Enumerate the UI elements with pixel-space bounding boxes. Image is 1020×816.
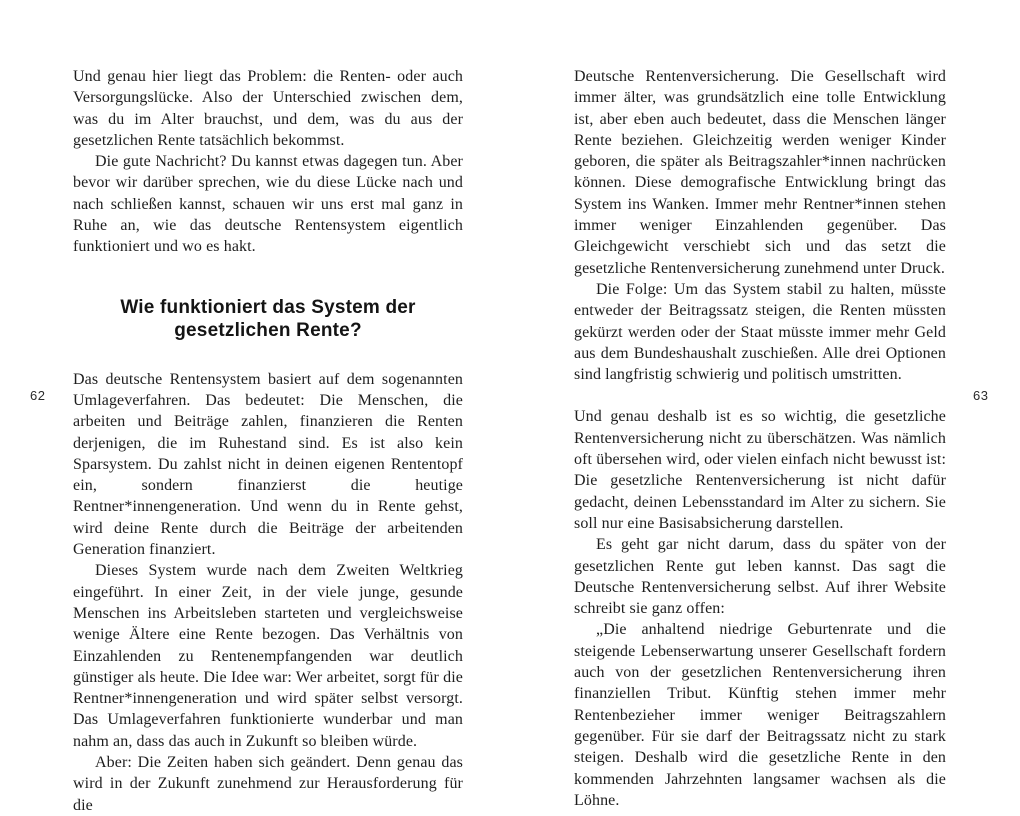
paragraph: Aber: Die Zeiten haben sich geändert. Denn genau das wird in der Zukunft zunehmend zur Herausforderung für die (73, 754, 463, 814)
paragraph: Das deutsche Rentensystem basiert auf dem sogenannten Umlageverfahren. Das bedeutet: Die Menschen, die arbeiten und Beiträge zahlen, finanzieren die Renten derjenigen, die im Ruhestand sind. Es ist also kein Sparsystem. Du zahlst nicht in deinen eigenen Rententopf ein, sondern finanzierst die heutige Rentner*innengeneration. Und wenn du in Rente gehst, wird deine Rente durch die Beiträge der arbeitenden Generation finanziert. (73, 370, 463, 559)
left-page-text-column (73, 66, 463, 816)
paragraph: Die gute Nachricht? Du kannst etwas dagegen tun. Aber bevor wir darüber sprechen, wie du diese Lücke nach und nach schließen kannst, schauen wir uns erst mal ganz in Ruhe an, wie das deutsche Rentensystem eigentlich funktioniert und wo es hakt. (73, 153, 463, 256)
right-page-text-column (574, 66, 946, 811)
paragraph: Deutsche Rentenversicherung. Die Gesellschaft wird immer älter, was grundsätzlich eine tolle Entwicklung ist, aber eben auch bedeutet, dass die Menschen länger Rente beziehen. Gleichzeitig werden weniger Kinder geboren, die später als Beitragszahler*innen nachrücken können. Diese demografische Entwicklung bringt das System ins Wanken. Immer mehr Rentner*innen stehen immer weniger Einzahlenden gegenüber. Das Gleichgewicht verschiebt sich und das setzt die gesetzliche Rentenversicherung zunehmend unter Druck. (574, 68, 946, 277)
page-number-right: 63 (973, 388, 989, 403)
quote-paragraph: „Die anhaltend niedrige Geburtenrate und die steigende Lebenserwartung unserer Gesellschaft fordern auch von der gesetzlichen Rentenversicherung ihren finanziellen Tribut. Künftig stehen immer mehr Rentenbezieher immer weniger Beitragszahlern gegenüber. Für sie darf der Beitragssatz nicht zu stark steigen. Deshalb wird die gesetzliche Rente in den kommenden Jahrzehnten langsamer wachsen als die Löhne. (574, 621, 946, 809)
page-number-left: 62 (30, 388, 46, 403)
paragraph: Und genau hier liegt das Problem: die Renten- oder auch Versorgungslücke. Also der Unterschied zwischen dem, was du im Alter brauchst, und dem, was du aus der gesetzlichen Rente tatsächlich bekommst. (73, 68, 463, 149)
paragraph: Dieses System wurde nach dem Zweiten Weltkrieg eingeführt. In einer Zeit, in der viele junge, gesunde Menschen ins Arbeitsleben starteten und vergleichsweise wenige Ältere eine Rente bezogen. Das Verhältnis von Einzahlenden zu Rentenempfangenden war deutlich günstiger als heute. Die Idee war: Wer arbeitet, sorgt für die Rentner*innengeneration und wird später selbst versorgt. Das Umlageverfahren funktionierte wunderbar und man nahm an, dass das auch in Zukunft so bleiben würde. (73, 562, 463, 750)
section-heading: Wie funktioniert das System der gesetzlichen Rente? (120, 296, 416, 342)
paragraph: Die Folge: Um das System stabil zu halten, müsste entweder der Beitragssatz steigen, die Renten müssten gekürzt werden oder der Staat müsste immer mehr Geld aus dem Bundeshaushalt zuschießen. Alle drei Optionen sind langfristig schwierig und politisch umstritten. (574, 280, 946, 384)
paragraph: Und genau deshalb ist es so wichtig, die gesetzliche Rentenversicherung nicht zu überschätzen. Was nämlich oft übersehen wird, oder vielen einfach nicht bewusst ist: Die gesetzliche Rentenversicherung ist nicht dafür gedacht, deinen Lebensstandard im Alter zu sichern. Sie soll nur eine Basisabsicherung darstellen. (574, 408, 946, 532)
paragraph: Es geht gar nicht darum, dass du später von der gesetzlichen Rente gut leben kannst. Das sagt die Deutsche Rentenversicherung selbst. Auf ihrer Website schreibt sie ganz offen: (574, 536, 946, 618)
